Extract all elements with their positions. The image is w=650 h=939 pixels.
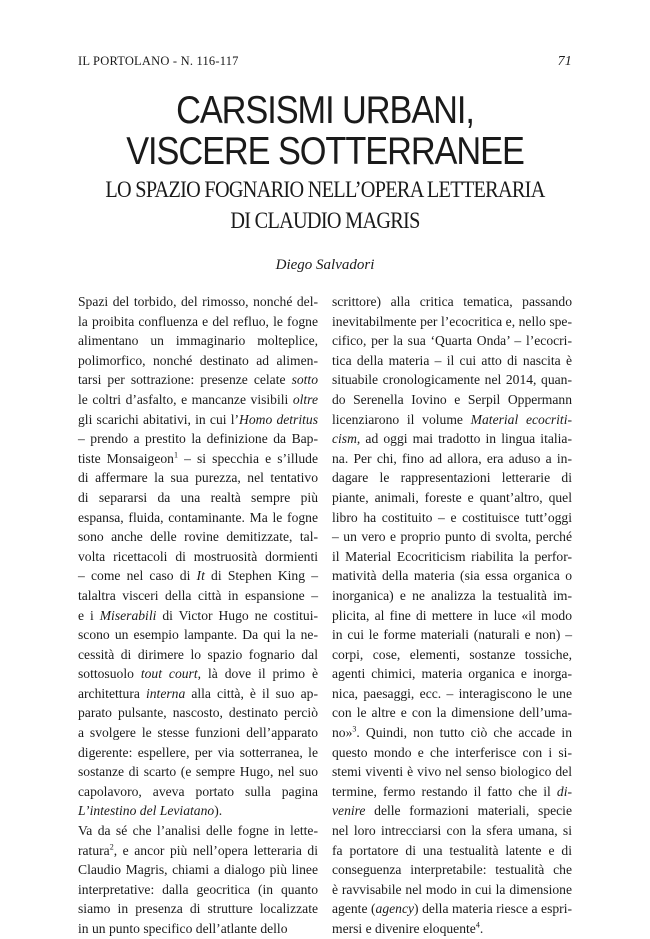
text-line: cessità di dirimere lo spazio fognario dal [78,646,318,662]
text-line: Va da sé che l’analisi delle fogne in lette- [78,823,318,839]
text-line: venire delle formazioni materiali, specie [332,803,572,819]
text-line: – un vero e proprio punto di svolta, perché [332,529,572,545]
text-line: – prendo a prestito la definizione da Bap- [78,431,318,447]
text-line: il Material Ecocriticism riabilita la perfor- [332,548,572,564]
text-line: tiste Monsaigeon$^1$ – si specchia e s’illude [78,450,318,466]
text-line: dagare le rappresentazioni letterarie di [332,470,572,486]
title-line-1: CARSISMI URBANI, [176,89,474,132]
text-line: a svolgere le stesse funzioni dell’apparato [78,725,318,741]
text-line: fa portatore di una testualità latente e di [332,842,572,858]
text-line: inorganica) e ne analizza la testualità im- [332,587,572,603]
text-line: cism, ad oggi mai tradotto in lingua italia- [332,431,572,447]
text-line: è ravvisabile nel modo in cui la dimensione [332,881,572,897]
text-line: digerente: espellere, per via sotterranea, le [78,744,318,760]
text-line: questo mondo e che interferisce con i si- [332,744,572,760]
text-line: di affermare la sua purezza, nel tentativo [78,470,318,486]
text-line: scono un esempio lampante. Da qui la ne- [78,627,318,643]
text-line: no»$^3$. Quindi, non tutto ciò che accade in [332,724,572,741]
text-line: do Serenella Iovino e Serpil Oppermann [332,391,572,407]
text-line: sono anche delle rovine demitizzate, tal- [78,529,318,545]
subtitle-line-1: LO SPAZIO FOGNARIO NELL’OPERA LETTERARIA [105,177,545,202]
text-line: conseguenza interpretabile: testualità che [332,862,572,878]
journal-name: IL PORTOLANO - N. 116-117 [78,54,239,68]
text-line: e i Miserabili di Victor Hugo ne costitui- [78,607,318,623]
text-line: plicita, al fine di mettere in luce «il modo [332,607,572,623]
text-line: agente (agency) della materia riesce a espri- [332,901,573,917]
text-line: la proibita confluenza e del refluo, le fogne [78,313,318,329]
page-number: 71 [557,54,572,69]
text-line: scrittore) alla critica tematica, passando [332,294,572,309]
body-text [78,292,572,939]
article-title [70,90,580,234]
text-line: libro ha costituito – e costituisce tutt’oggi [332,509,572,525]
text-line: espansa, fluida, contaminante. Ma le fogne [78,509,318,525]
text-line: talaltra visceri della città in espansione – [78,587,318,603]
text-line: stemi viventi è vivo nel senso biologico del [332,764,572,780]
text-line: sostanze di scarto (e sempre Hugo, nel suo [78,764,318,780]
text-line: agenti chimici, materia organica e inorga- [332,666,572,682]
text-line: con le altre e con la dimensione dell’uma- [332,705,572,721]
running-header [78,54,572,70]
text-line: architettura interna alla città, è il suo ap- [78,685,318,701]
text-line: siamo in presenza di strutture localizzate [78,901,318,917]
text-line: na. Per chi, fino ad allora, era aduso a in- [332,450,572,466]
text-line: piante, animali, foreste e quant’altro, quel [332,489,572,505]
text-line: tica della materia – il cui atto di nascita è [332,352,572,368]
text-line: di separarsi da una realtà sempre più [78,489,318,505]
author-name: Diego Salvadori [275,257,375,273]
text-line: polimorfico, nonché destinato ad alimen- [78,352,318,368]
text-line: cifico, per la sua ‘Quarta Onda’ – l’ecocri- [332,333,572,349]
text-line: parato pulsante, nascosto, destinato perciò [78,705,318,721]
text-line: alimentano un immaginario molteplice, [78,333,318,349]
text-line: matività della materia (sia essa organica o [332,568,572,584]
text-line: licenziarono il volume Material ecocriti- [332,411,573,427]
text-line: nica, paesaggi, ecc. – interagiscono le une [332,685,572,701]
text-line: – come nel caso di It di Stephen King – [78,568,318,584]
text-line: Spazi del torbido, del rimosso, nonché del- [78,294,318,309]
title-line-2: VISCERE SOTTERRANEE [126,130,524,173]
text-line: gli scarichi abitativi, in cui l’Homo detritus [78,411,318,427]
text-line: ratura$^2$, e ancor più nell’opera letteraria di [78,842,318,858]
text-line: nel loro intrecciarsi con la sfera umana, si [332,823,572,839]
text-line: corpi, cose, elementi, sostanze tossiche, [332,646,572,662]
text-line: le coltri d’asfalto, e mancanze visibili oltre [78,391,318,407]
text-line: Claudio Magris, chiami a dialogo più linee [78,862,318,878]
text-line: inevitabilmente per l’ecocritica e, nello spe- [332,313,572,329]
text-line: interpretative: dalla geocritica (in quanto [78,881,318,897]
text-line: capolavoro, aveva portato sulla pagina [78,783,318,799]
text-line: sottosuolo tout court, là dove il primo è [78,666,318,682]
text-line: situabile cronologicamente nel 2014, quan- [332,372,572,388]
right-column [332,292,572,939]
left-column [78,292,318,939]
text-line: in un punto specifico dell’atlante dello [78,921,288,936]
subtitle-line-2: DI CLAUDIO MAGRIS [230,208,420,233]
text-line: volta ricettacoli di mostruosità dormienti [78,548,318,564]
text-line: mersi e divenire eloquente$^4$. [332,920,484,936]
text-line: tarsi per sottrazione: presenze celate sotto [78,372,318,388]
text-line: L’intestino del Leviatano). [78,803,223,819]
text-line: in cui le forme materiali (naturali e non) – [332,627,572,643]
text-line: termine, fermo restando il fatto che il di- [332,783,572,799]
